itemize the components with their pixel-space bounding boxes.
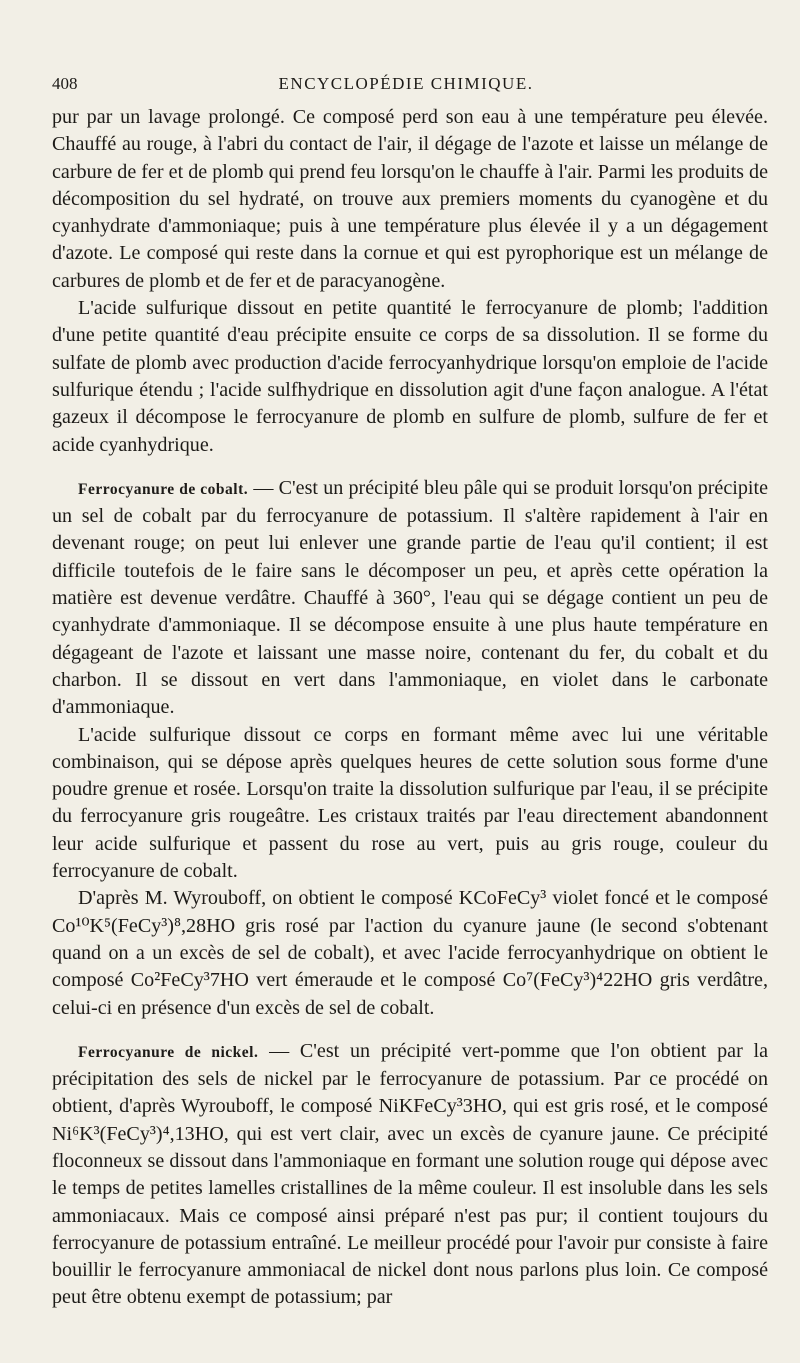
section-ferrocyanure-nickel <box>52 1038 768 1312</box>
paragraph-text: pur par un lavage prolongé. Ce composé perd son eau à une température peu élevée. Chauffé au rouge, à l'abri du contact de l'air, il dégage de l'azote et laisse un mélange de carbure de fer et de plomb qui prend feu lorsqu'on le chauffe à l'air. Parmi les produits de décomposition du sel hydraté, on trouve aux premiers moments du cyanogène et du cyanhydrate d'ammoniaque; puis à une température plus élevée il y a un dégagement d'azote. Le composé qui reste dans la cornue et qui est pyrophorique est un mélange de carbures de plomb et de fer et de paracyanogène. <box>52 106 768 292</box>
page-header <box>52 74 760 98</box>
paragraph-text: L'acide sulfurique dissout ce corps en formant même avec lui une véritable combinaison, qui se dépose après quelques heures de cette solution sous forme d'une poudre grenue et rosée. Lorsqu'on traite la dissolution sulfurique par l'eau, il se précipite du ferrocyanure gris rougeâtre. Les cristaux traités par l'eau directement abandonnent leur acide sulfurique et passent du rose au vert, puis au gris rouge, couleur du ferrocyanure de cobalt. <box>52 723 768 883</box>
section-ferrocyanure-cobalt <box>52 475 768 722</box>
paragraph-text: L'acide sulfurique dissout en petite quantité le ferrocyanure de plomb; l'addition d'une petite quantité d'eau précipite ensuite ce corps de sa dissolution. Il se forme du sulfate de plomb avec production d'acide ferrocyanhydrique lorsqu'on emploie de l'acide sulfurique étendu ; l'acide sulfhydrique en dissolution agit d'une façon analogue. A l'état gazeux il décompose le ferrocyanure de plomb en sulfure de plomb, sulfure de fer et acide cyanhydrique. <box>52 297 768 456</box>
paragraph-text: — C'est un précipité vert-pomme que l'on obtient par la précipitation des sels de nickel par le ferrocyanure de potassium. Par ce procédé on obtient, d'après Wyrouboff, le composé NiKFeCy³3HO, qui est gris rosé, et le composé Ni⁶K³(FeCy³)⁴,13HO, qui est vert clair, avec un excès de cyanure jaune. Ce précipité floconneux se dissout dans l'ammoniaque en formant une solution rouge qui dépose avec le temps de petites lamelles cristallines de la même couleur. Il est insoluble dans les sels ammoniacaux. Mais ce composé ainsi préparé n'est pas pur; il contient toujours du ferrocyanure de potassium entraîné. Le meilleur procédé pour l'avoir pur consiste à faire bouillir le ferrocyanure ammoniacal de nickel dont nous parlons plus loin. Ce composé peut être obtenu exempt de potassium; par <box>52 1039 768 1309</box>
paragraph-acide-sulfurique-cobalt <box>52 722 768 886</box>
page-number: 408 <box>52 74 78 93</box>
body-text <box>52 104 768 1312</box>
paragraph-wyrouboff-cobalt <box>52 885 768 1021</box>
paragraph-lead-plomb <box>52 104 768 295</box>
paragraph-text: D'après M. Wyrouboff, on obtient le composé KCoFeCy³ violet foncé et le composé Co¹⁰K⁵(FeCy³)⁸,28HO gris rosé par l'action du cyanure jaune (le second s'obtenant quand on a un excès de sel de cobalt), et avec l'acide ferrocyanhydrique on obtient le composé Co²FeCy³7HO vert émeraude et le composé Co⁷(FeCy³)⁴22HO gris verdâtre, celui-ci en présence d'un excès de sel de cobalt. <box>52 887 768 1019</box>
paragraph-acide-sulfurique-plomb <box>52 295 768 459</box>
paragraph-text: — C'est un précipité bleu pâle qui se produit lorsqu'on précipite un sel de cobalt par du ferrocyanure de potassium. Il s'altère rapidement à l'air en devenant rouge; on peut lui enlever une grande partie de l'eau qu'il contient; il est difficile toutefois de le faire sans le décomposer un peu, et après cette opération la matière est devenue verdâtre. Chauffé à 360°, l'eau qui se dégage contient un peu de cyanhydrate d'ammoniaque. Il se décompose ensuite à une plus haute température en dégageant de l'azote et laissant une masse noire, contenant du fer, du cobalt et du charbon. Il se dissout en vert dans l'ammoniaque, en violet dans le carbonate d'ammoniaque. <box>52 476 768 719</box>
section-heading: Ferrocyanure de nickel. <box>78 1043 259 1061</box>
running-title: ENCYCLOPÉDIE CHIMIQUE. <box>278 74 534 93</box>
section-heading: Ferrocyanure de cobalt. <box>78 480 249 498</box>
